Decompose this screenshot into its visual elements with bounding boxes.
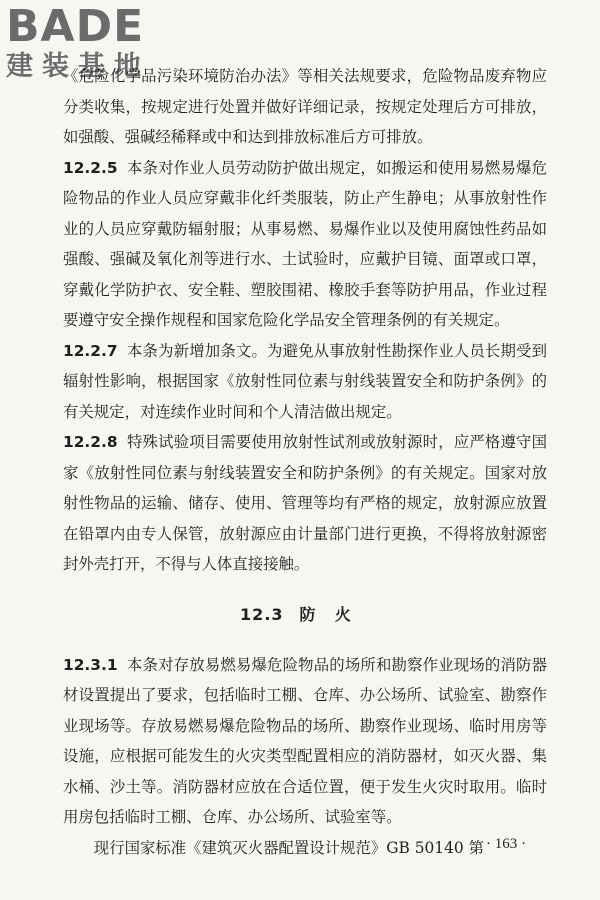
section-title: 防火 (299, 604, 370, 624)
clause-text: 本条对作业人员劳动防护做出规定，如搬运和使用易燃易爆危险物品的作业人员应穿戴非化纤类服装，防止产生静电；从事放射性作业的人员应穿戴防辐射服；从事易燃、易爆作业以及使用腐蚀性药品如强酸、强碱及氧化剂等进行水、土试验时，应戴护目镜、面罩或口罩，穿戴化学防护衣、安全鞋、塑胶围裙、橡胶手套等防护用品，作业过程要遵守安全操作规程和国家危险化学品安全管理条例的有关规定。 (63, 158, 547, 329)
clause-12-3-1 (63, 650, 547, 833)
clause-text: 特殊试验项目需要使用放射性试剂或放射源时，应严格遵守国家《放射性同位素与射线装置安全和防护条例》的有关规定。国家对放射性物品的运输、储存、使用、管理等均有严格的规定，放射源应放置在铅罩内由专人保管，放射源应由计量部门进行更换，不得将放射源密封外壳打开，不得与人体直接接触。 (63, 433, 547, 573)
clause-number: 12.2.5 (63, 158, 118, 177)
clause-12-2-8 (63, 427, 547, 580)
page-number: · 163 · (486, 836, 526, 852)
clause-12-2-7 (63, 336, 547, 428)
section-number: 12.3 (240, 604, 284, 624)
paragraph-continued (63, 61, 547, 153)
paragraph-text: 现行国家标准《建筑灭火器配置设计规范》GB 50140 第 (93, 838, 484, 857)
paragraph-text: 《危险化学品污染环境防治办法》等相关法规要求，危险物品废弃物应分类收集，按规定进行处置并做好详细记录，按规定处理后方可排放，如强酸、强碱经稀释或中和达到排放标准后方可排放。 (63, 67, 547, 146)
clause-text: 本条为新增加条文。为避免从事放射性勘探作业人员长期受到辐射性影响，根据国家《放射性同位素与射线装置安全和防护条例》的有关规定，对连续作业时间和个人清洁做出规定。 (63, 341, 547, 421)
clause-number: 12.2.8 (63, 433, 118, 451)
section-heading (63, 580, 547, 650)
clause-number: 12.3.1 (63, 655, 118, 674)
page-body (63, 61, 547, 863)
clause-number: 12.2.7 (63, 341, 118, 360)
logo-brand: BADE (6, 1, 145, 52)
paragraph-standard-reference (63, 833, 547, 864)
clause-text: 本条对存放易燃易爆危险物品的场所和勘察作业现场的消防器材设置提出了要求，包括临时工棚、仓库、办公场所、试验室、勘察作业现场等。存放易燃易爆危险物品的场所、勘察作业现场、临时用房等设施，应根据可能发生的火灾类型配置相应的消防器材，如灭火器、集水桶、沙土等。消防器材应放在合适位置，便于发生火灾时取用。临时用房包括临时工棚、仓库、办公场所、试验室等。 (63, 655, 547, 826)
logo-subtitle: 建装基地 (6, 51, 150, 82)
clause-12-2-5 (63, 153, 547, 336)
